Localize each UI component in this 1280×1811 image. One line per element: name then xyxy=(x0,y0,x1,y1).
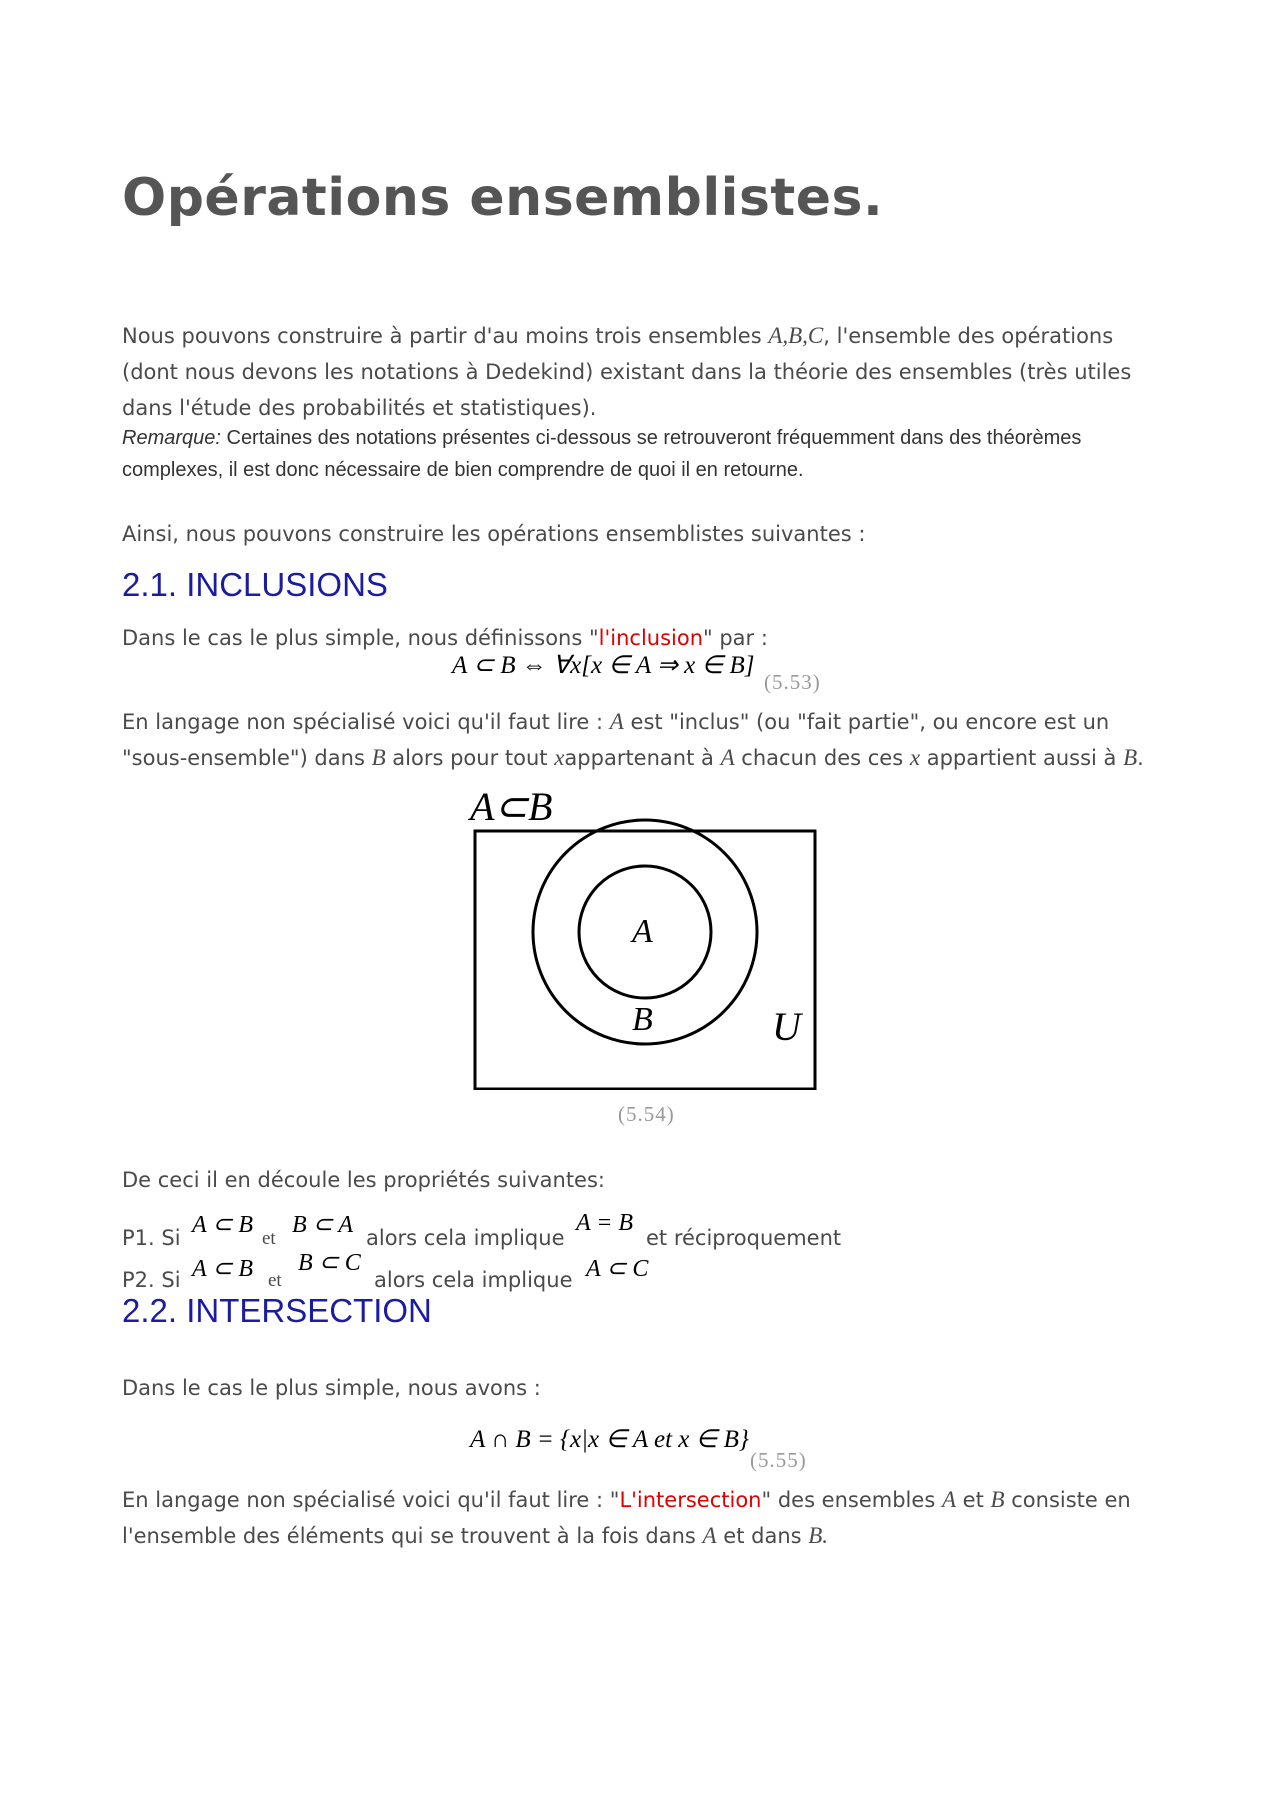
heading-inclusions: 2.1. INCLUSIONS xyxy=(122,566,388,603)
set-a-label: A xyxy=(632,913,653,950)
exp-text: et xyxy=(956,1488,991,1512)
intersection-definition: Dans le cas le plus simple, nous avons : xyxy=(122,1376,541,1400)
math-b: B xyxy=(371,745,386,770)
math-x: x xyxy=(554,745,565,770)
universe-label: U xyxy=(772,1004,801,1049)
math-b: B xyxy=(1123,745,1138,770)
page-title: Opérations ensemblistes. xyxy=(122,168,884,228)
intro-paragraph xyxy=(122,318,1162,426)
intro-text-2: , l'ensemble des opérations (dont nous devons les notations à Dedekind) existant dans la théorie des ensembles (très utiles dans l'étude des probabilités et statistiques). xyxy=(122,324,1132,420)
p1-tail: et réciproquement xyxy=(646,1226,842,1250)
inclusion-def-pre: Dans le cas le plus simple, nous définissons " xyxy=(122,626,599,650)
math-b: B xyxy=(990,1487,1005,1512)
p1-et: et xyxy=(262,1228,276,1249)
p2-et: et xyxy=(268,1270,282,1291)
intersection-term: L'intersection xyxy=(619,1488,762,1512)
venn-diagram-inclusion xyxy=(460,770,830,1090)
p2-implies: alors cela implique xyxy=(374,1268,573,1292)
inclusion-def-post: " par : xyxy=(703,626,768,650)
math-b: B. xyxy=(808,1523,829,1548)
intersection-explanation xyxy=(122,1482,1162,1554)
intersection-formula: A ∩ B = {x|x ∈ A et x ∈ B} xyxy=(470,1426,749,1453)
diagram-title: A⊂B xyxy=(470,784,553,829)
p1-formula-2: B ⊂ A xyxy=(292,1212,353,1238)
set-b-label: B xyxy=(632,1001,653,1038)
exp-text: . xyxy=(1137,746,1144,770)
p1-implies: alors cela implique xyxy=(366,1226,565,1250)
p2-formula-2: B ⊂ C xyxy=(298,1250,361,1276)
intro-sets: A,B,C xyxy=(768,323,824,348)
p1-formula-3: A = B xyxy=(576,1210,634,1236)
p2-formula-1: A ⊂ B xyxy=(192,1256,253,1282)
inclusion-term: l'inclusion xyxy=(598,626,704,650)
inclusion-formula: A ⊂ B ⇔ ∀x[x ∈ A ⇒ x ∈ B] xyxy=(452,652,755,679)
equation-number-5-53: (5.53) xyxy=(764,670,821,694)
equation-number-5-55: (5.55) xyxy=(750,1448,807,1472)
p1-formula-1: A ⊂ B xyxy=(192,1212,253,1238)
math-x: x xyxy=(909,745,921,770)
exp-text: chacun des ces xyxy=(734,746,910,770)
p2-formula-3: A ⊂ C xyxy=(586,1256,649,1282)
exp-text: appartenant à xyxy=(564,746,721,770)
exp-text: consiste en l'ensemble des éléments qui se trouvent à la fois dans xyxy=(122,1488,1131,1548)
math-a: A xyxy=(941,1487,956,1512)
exp-text: En langage non spécialisé voici qu'il faut lire : xyxy=(122,710,610,734)
universe-rectangle xyxy=(475,831,815,1089)
remark-label: Remarque: xyxy=(122,427,221,449)
heading-intersection: 2.2. INTERSECTION xyxy=(122,1292,432,1329)
math-a: A xyxy=(702,1523,717,1548)
math-a: A xyxy=(720,745,735,770)
ainsi-paragraph: Ainsi, nous pouvons construire les opérations ensemblistes suivantes : xyxy=(122,522,866,546)
exp-text: En langage non spécialisé voici qu'il faut lire : " xyxy=(122,1488,620,1512)
exp-text: " des ensembles xyxy=(761,1488,942,1512)
exp-text: est "inclus" (ou "fait partie", ou encore est un "sous-ensemble") dans xyxy=(122,710,1110,770)
properties-intro: De ceci il en découle les propriétés suivantes: xyxy=(122,1168,605,1192)
property-p1-label: P1. Si xyxy=(122,1226,181,1250)
exp-text: appartient aussi à xyxy=(920,746,1124,770)
inclusion-explanation xyxy=(122,704,1162,776)
remark-paragraph xyxy=(122,422,1162,486)
remark-text: Certaines des notations présentes ci-dessous se retrouveront fréquemment dans des théorèmes complexes, il est donc nécessaire de bien comprendre de quoi il en retourne. xyxy=(122,427,1082,481)
intro-text-1: Nous pouvons construire à partir d'au moins trois ensembles xyxy=(122,324,769,348)
math-a: A xyxy=(609,709,624,734)
exp-text: alors pour tout xyxy=(385,746,555,770)
exp-text: et dans xyxy=(716,1524,809,1548)
property-p2-label: P2. Si xyxy=(122,1268,181,1292)
figure-number-5-54: (5.54) xyxy=(618,1102,675,1126)
